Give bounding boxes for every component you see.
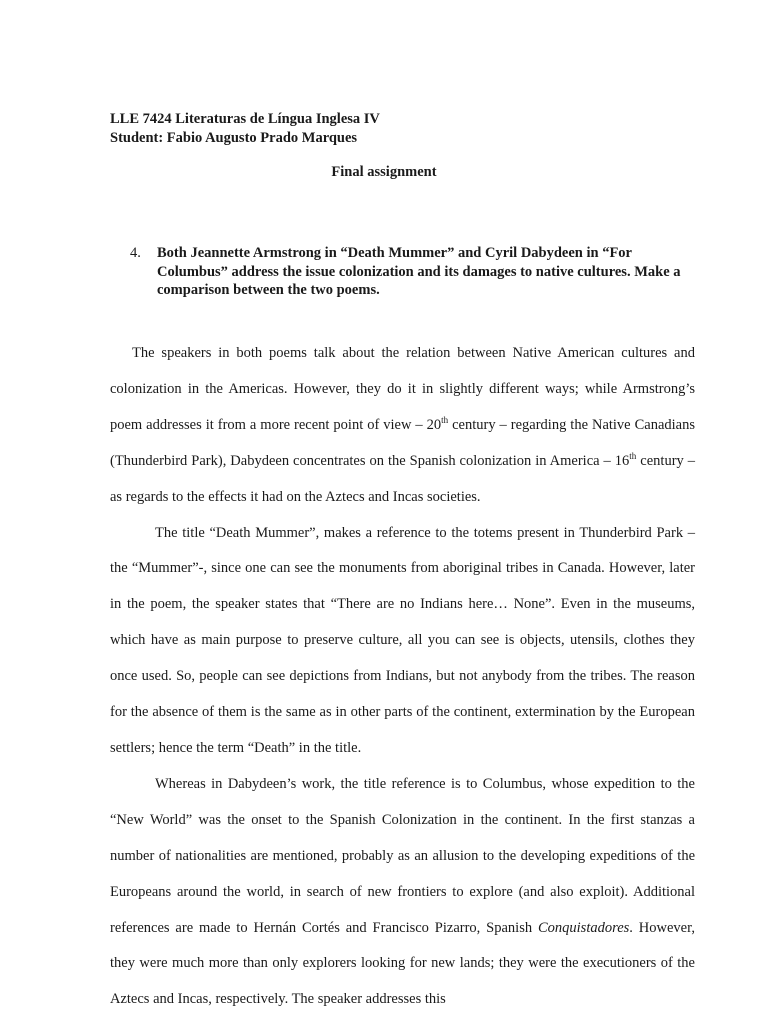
paragraph-3 <box>110 767 695 1018</box>
essay-body <box>110 336 695 1018</box>
paragraph-1-part-b: century – regarding the Native Canadians (Thunderbird Park), Dabydeen concentrates on the Spanish colonization in America – 16 <box>110 416 695 469</box>
superscript-ordinal: th <box>629 450 637 461</box>
paragraph-3-part-a: Whereas in Dabydeen’s work, the title reference is to Columbus, whose expedition to the “New World” was the onset to the Spanish Colonization in the continent. In the first stanzas a number of nationalities are mentioned, probably as an allusion to the developing expeditions of the Europeans around the world, in search of new frontiers to explore (and also exploit). Additional references are made to Hernán Cortés and Francisco Pizarro, Spanish <box>110 775 695 936</box>
assignment-title: Final assignment <box>331 164 437 180</box>
paragraph-3-part-b: . However, they were much more than only explorers looking for new lands; they were the executioners of the Aztecs and Incas, respectively. The speaker addresses this <box>110 919 695 1008</box>
superscript-ordinal: th <box>441 414 449 425</box>
course-title: LLE 7424 Literaturas de Língua Inglesa IV <box>110 111 380 127</box>
question-number: 4. <box>130 245 141 261</box>
paragraph-2: The title “Death Mummer”, makes a reference to the totems present in Thunderbird Park – the “Mummer”-, since one can see the monuments from aboriginal tribes in Canada. However, later in the poem, the speaker states that “There are no Indians here… None”. Even in the museums, which have as main purpose to preserve culture, all you can see is objects, utensils, clothes they once used. So, people can see depictions from Indians, but not anybody from the tribes. The reason for the absence of them is the same as in other parts of the continent, extermination by the European settlers; hence the term “Death” in the title. <box>110 524 695 756</box>
question-block <box>130 244 690 300</box>
question-text: Both Jeannette Armstrong in “Death Mummer” and Cyril Dabydeen in “For Columbus” address the issue colonization and its damages to native cultures. Make a comparison between the two poems. <box>157 245 681 298</box>
student-name: Student: Fabio Augusto Prado Marques <box>110 130 358 146</box>
paragraph-1 <box>110 336 695 516</box>
paragraph-1-part-c: century – as regards to the effects it had on the Aztecs and Incas societies. <box>110 452 695 505</box>
paragraph-1-part-a: The speakers in both poems talk about the relation between Native American cultures and colonization in the Americas. However, they do it in slightly different ways; while Armstrong’s poem addresses it from a more recent point of view – 20 <box>110 345 695 433</box>
document-header <box>110 110 380 148</box>
italic-term: Conquistadores <box>537 919 630 936</box>
